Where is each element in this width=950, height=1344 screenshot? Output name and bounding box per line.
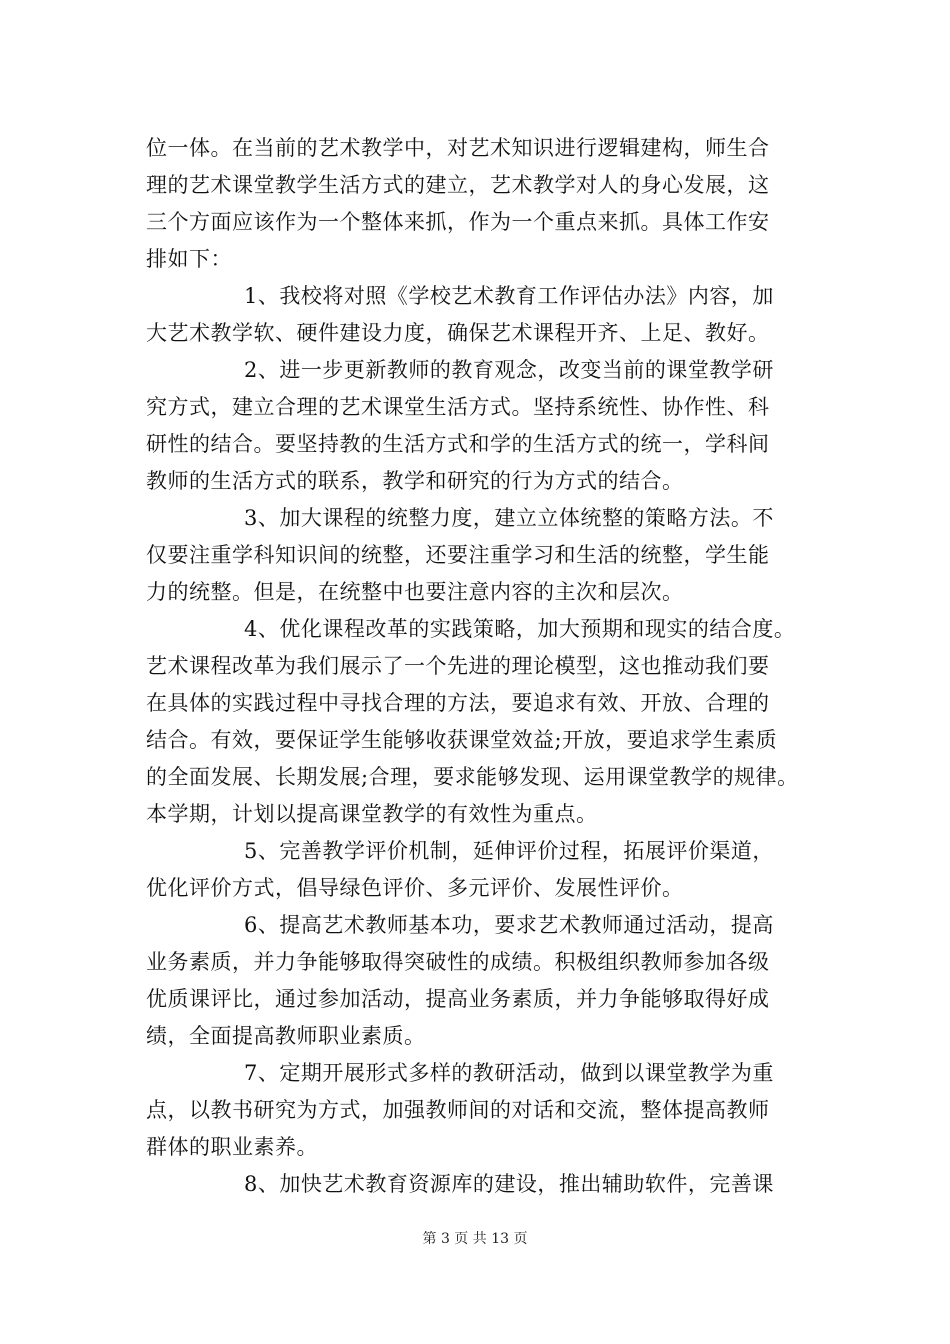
paragraph-first-line: 4、优化课程改革的实践策略，加大预期和现实的结合度。	[244, 617, 796, 641]
text-line: 仅要注重学科知识间的统整，还要注重学习和生活的统整，学生能	[146, 543, 770, 567]
text-line: 大艺术教学软、硬件建设力度，确保艺术课程开齐、上足、教好。	[146, 321, 770, 345]
text-line: 业务素质，并力争能够取得突破性的成绩。积极组织教师参加各级	[146, 950, 770, 974]
text-line: 结合。有效，要保证学生能够收获课堂效益;开放，要追求学生素质	[146, 728, 778, 752]
text-line: 群体的职业素养。	[146, 1135, 318, 1159]
text-line: 艺术课程改革为我们展示了一个先进的理论模型，这也推动我们要	[146, 654, 770, 678]
text-line: 位一体。在当前的艺术教学中，对艺术知识进行逻辑建构，师生合	[146, 136, 770, 160]
text-line: 理的艺术课堂教学生活方式的建立，艺术教学对人的身心发展，这	[146, 173, 770, 197]
text-line: 优化评价方式，倡导绿色评价、多元评价、发展性评价。	[146, 876, 684, 900]
paragraph-first-line: 3、加大课程的统整力度，建立立体统整的策略方法。不	[244, 506, 774, 530]
text-line: 力的统整。但是，在统整中也要注意内容的主次和层次。	[146, 580, 684, 604]
paragraph-first-line: 8、加快艺术教育资源库的建设，推出辅助软件，完善课	[244, 1172, 774, 1196]
text-line: 究方式，建立合理的艺术课堂生活方式。坚持系统性、协作性、科	[146, 395, 770, 419]
text-line: 教师的生活方式的联系，教学和研究的行为方式的结合。	[146, 469, 684, 493]
text-line: 的全面发展、长期发展;合理，要求能够发现、运用课堂教学的规律。	[146, 765, 799, 789]
text-line: 在具体的实践过程中寻找合理的方法，要追求有效、开放、合理的	[146, 691, 770, 715]
page-number: 第 3 页 共 13 页	[422, 1231, 528, 1247]
text-line: 本学期，计划以提高课堂教学的有效性为重点。	[146, 802, 598, 826]
paragraph-first-line: 7、定期开展形式多样的教研活动，做到以课堂教学为重	[244, 1061, 774, 1085]
text-line: 三个方面应该作为一个整体来抓，作为一个重点来抓。具体工作安	[146, 210, 770, 234]
paragraph-first-line: 6、提高艺术教师基本功，要求艺术教师通过活动，提高	[244, 913, 774, 937]
paragraph-first-line: 2、进一步更新教师的教育观念，改变当前的课堂教学研	[244, 358, 774, 382]
text-line: 绩，全面提高教师职业素质。	[146, 1024, 426, 1048]
text-line: 优质课评比，通过参加活动，提高业务素质，并力争能够取得好成	[146, 987, 770, 1011]
paragraph-first-line: 1、我校将对照《学校艺术教育工作评估办法》内容，加	[244, 284, 774, 308]
text-line: 点，以教书研究为方式，加强教师间的对话和交流，整体提高教师	[146, 1098, 770, 1122]
paragraph-first-line: 5、完善教学评价机制，延伸评价过程，拓展评价渠道，	[244, 839, 774, 863]
text-line: 研性的结合。要坚持教的生活方式和学的生活方式的统一，学科间	[146, 432, 770, 456]
text-line: 排如下：	[146, 247, 232, 271]
